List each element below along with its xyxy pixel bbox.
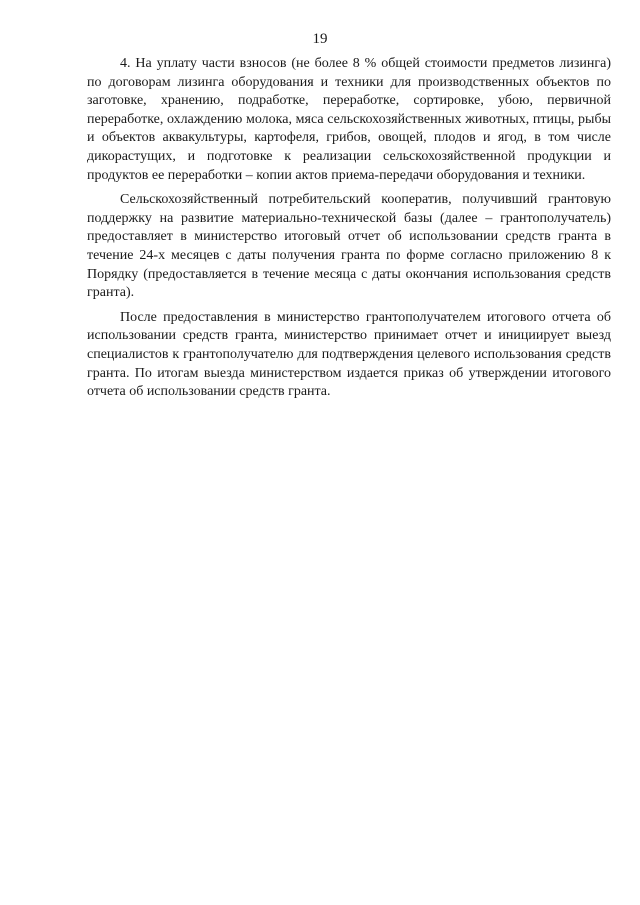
page-number: 19 <box>312 31 328 47</box>
paragraph-ministry-verification: После предоставления в министерство грантополучателем итогового отчета об использовании средств гранта, министерство принимает отчет и инициирует выезд специалистов к грантополучателю для подтверждения целевого использования средств гранта. По итогам выезда министерством издается приказ об утверждении итогового отчета об использовании средств гранта. <box>87 309 611 400</box>
document-body <box>87 55 611 402</box>
paragraph-leasing-documents: 4. На уплату части взносов (не более 8 % общей стоимости предметов лизинга) по договорам лизинга оборудования и техники для производственных объектов по заготовке, хранению, подработке, переработке, сортировке, убою, первичной переработке, охлаждению молока, мяса сельскохозяйственных животных, птицы, рыбы и объектов аквакультуры, картофеля, грибов, овощей, плодов и ягод, в том числе дикорастущих, и подготовке к реализации сельскохозяйственной продукции и продуктов ее переработки – копии актов приема-передачи оборудования и техники. <box>87 56 611 183</box>
paragraph-final-report: Сельскохозяйственный потребительский кооператив, получивший грантовую поддержку на развитие материально-технической базы (далее – грантополучатель) предоставляет в министерство итоговый отчет об использовании средств гранта в течение 24-х месяцев с даты получения гранта по форме согласно приложению 8 к Порядку (предоставляется в течение месяца с даты окончания использования средств гранта). <box>87 192 611 301</box>
